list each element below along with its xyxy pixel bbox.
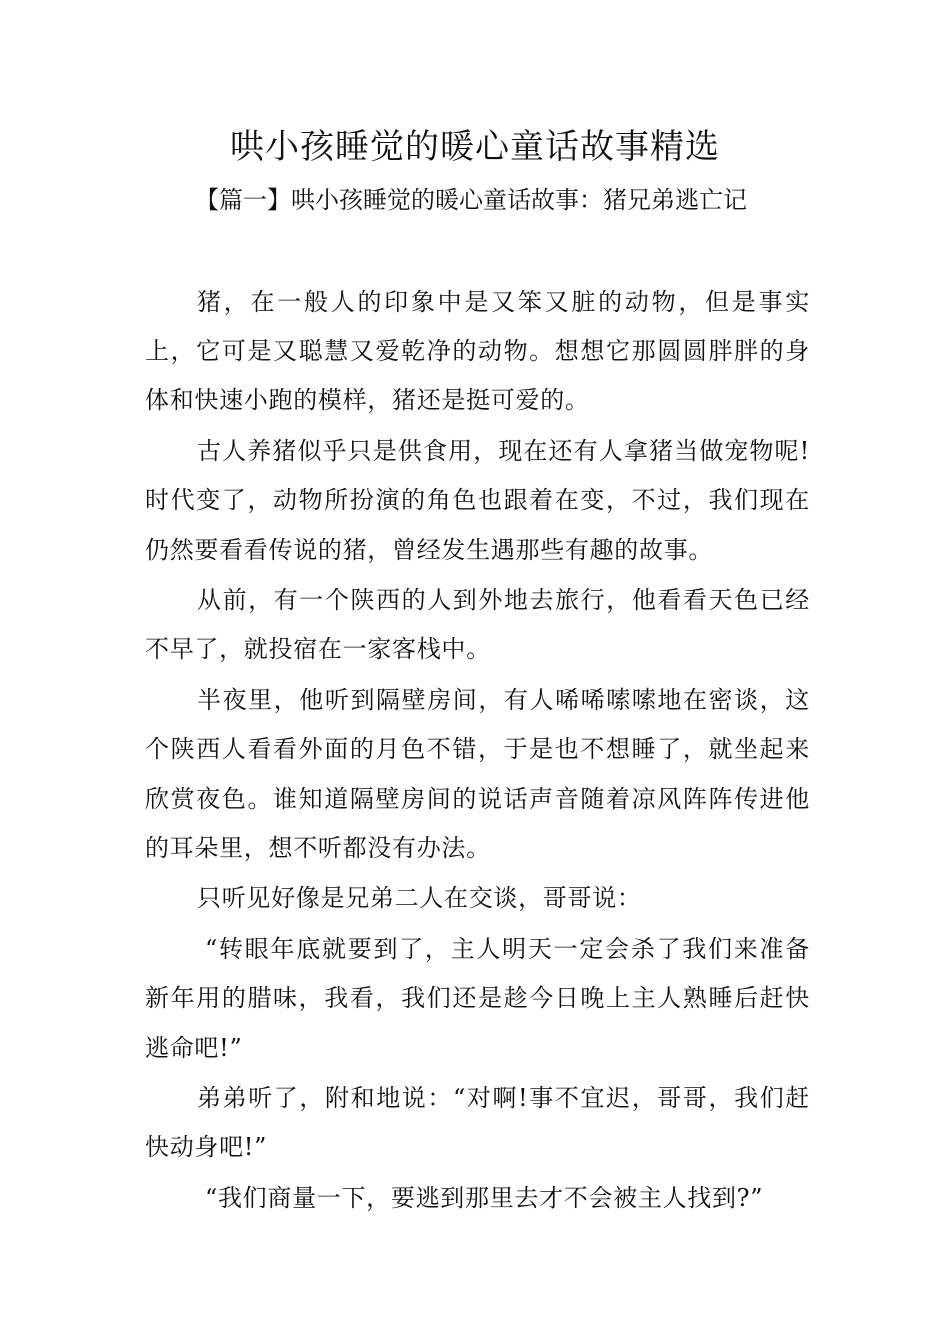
paragraph: 古人养猪似乎只是供食用，现在还有人拿猪当做宠物呢!时代变了，动物所扮演的角色也跟着在变，不过，我们现在仍然要看看传说的猪，曾经发生遇那些有趣的故事。 [145,437,810,564]
paragraph: 只听见好像是兄弟二人在交谈，哥哥说： [197,884,642,913]
document-subtitle: 【篇一】哄小孩睡觉的暖心童话故事：猪兄弟逃亡记 [195,186,747,214]
document-body [145,278,810,1225]
paragraph: 半夜里，他听到隔壁房间，有人唏唏嗦嗦地在密谈，这个陕西人看看外面的月色不错，于是也不想睡了，就坐起来欣赏夜色。谁知道隔壁房间的说话声音随着凉风阵阵传进他的耳朵里，想不听都没有办法。 [145,686,810,862]
paragraph: 从前，有一个陕西的人到外地去旅行，他看看天色已经不早了，就投宿在一家客栈中。 [145,586,810,664]
paragraph: 猪，在一般人的印象中是又笨又脏的动物，但是事实上，它可是又聪慧又爱乾净的动物。想想它那圆圆胖胖的身体和快速小跑的模样，猪还是挺可爱的。 [145,288,810,415]
paragraph: 弟弟听了，附和地说：“对啊!事不宜迟，哥哥，我们赶快动身吧!” [145,1084,810,1162]
document-title: 哄小孩睡觉的暖心童话故事精选 [230,127,720,167]
paragraph: “转眼年底就要到了，主人明天一定会杀了我们来准备新年用的腊味，我看，我们还是趁今日晚上主人熟睡后赶快逃命吧!” [145,935,810,1062]
paragraph: “我们商量一下，要逃到那里去才不会被主人找到?” [205,1184,764,1213]
